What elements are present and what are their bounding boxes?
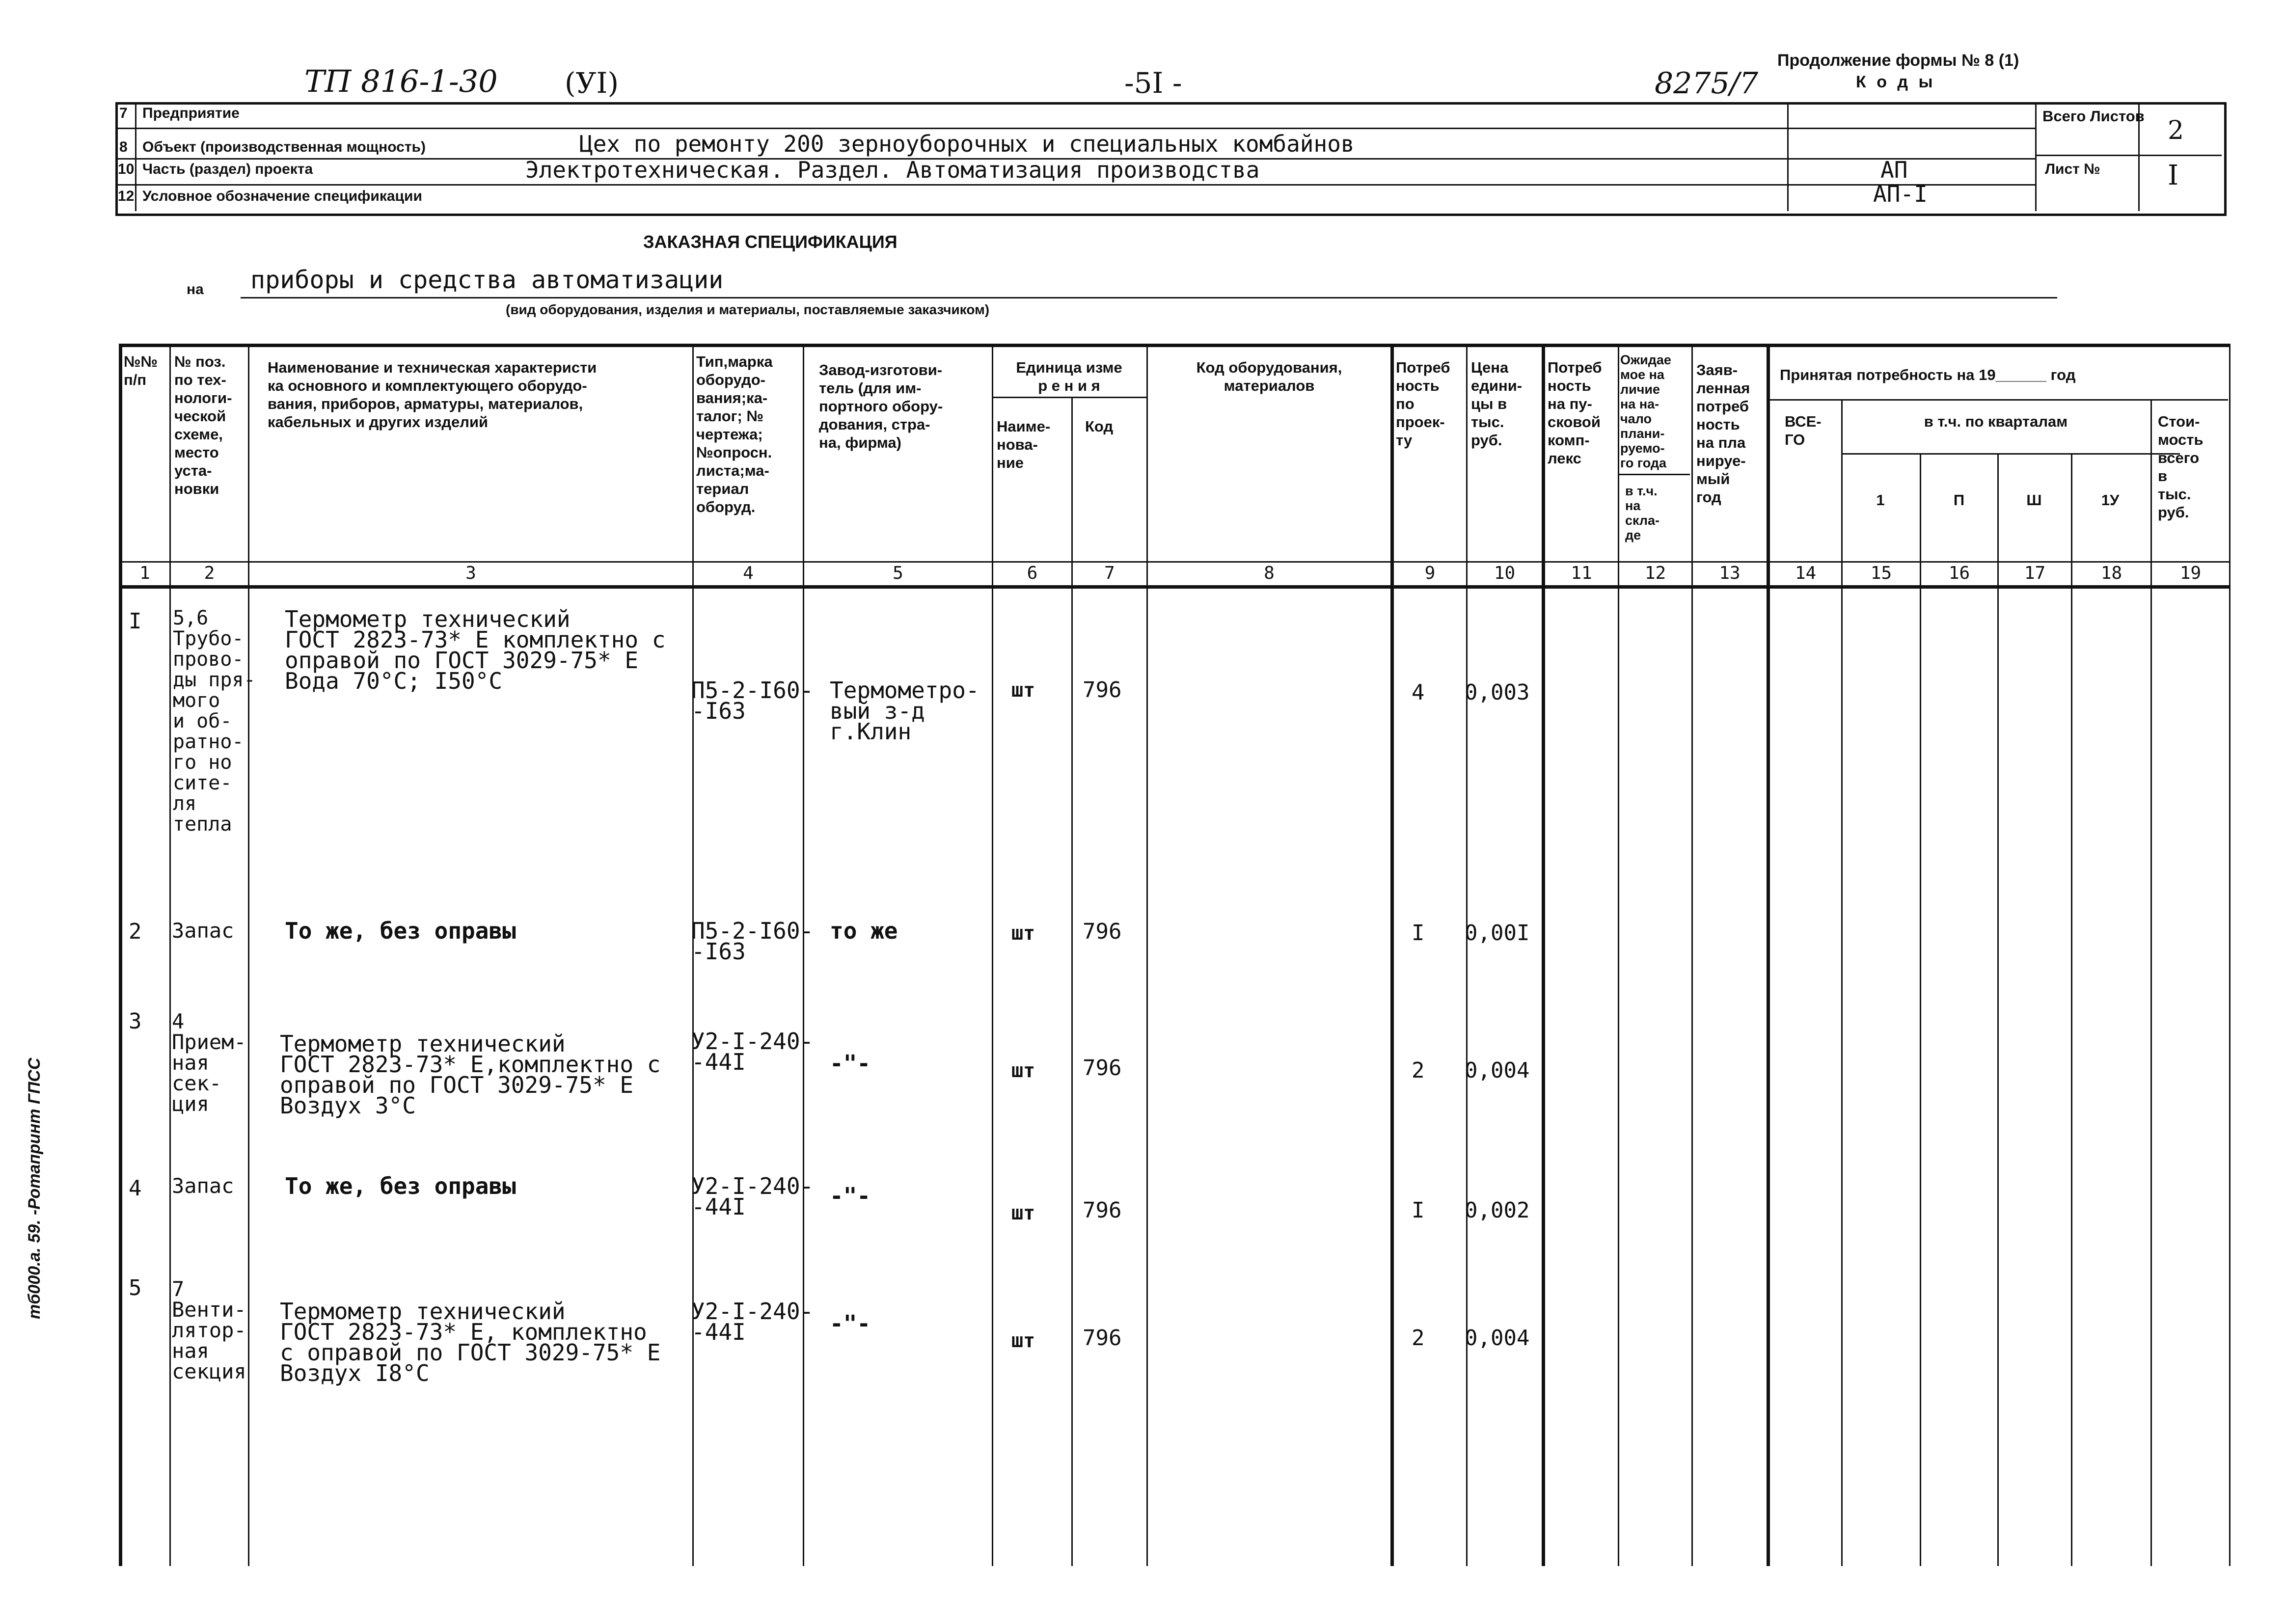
form-continuation-note: Продолжение формы № 8 (1) bbox=[1777, 51, 2019, 70]
col-header-unit: Единица изме р е н и я bbox=[1016, 359, 1122, 394]
col-header-equipment-code: Код оборудования, материалов bbox=[1196, 359, 1342, 394]
spec-title: ЗАКАЗНАЯ СПЕЦИФИКАЦИЯ bbox=[643, 232, 898, 252]
row-unit-name: шт bbox=[1011, 1202, 1035, 1224]
total-sheets-value: 2 bbox=[2168, 116, 2184, 145]
col-header-quarters: в т.ч. по кварталам bbox=[1924, 413, 2068, 430]
row-unit-code: 796 bbox=[1083, 1198, 1122, 1223]
col-number: 4 bbox=[743, 563, 754, 583]
project-part-value: Электротехническая. Раздел. Автоматизация производства bbox=[525, 157, 1260, 183]
col-number: 10 bbox=[1494, 563, 1516, 583]
row-quantity: I bbox=[1412, 1198, 1425, 1223]
col-number: 12 bbox=[1644, 563, 1666, 583]
title-row-num: 10 bbox=[118, 161, 135, 177]
row-maker: -"- bbox=[830, 1183, 871, 1209]
sheet-value: I bbox=[2168, 160, 2179, 191]
document-code: ТП 816-1-30 bbox=[304, 63, 498, 99]
row-unit-code: 796 bbox=[1083, 1326, 1122, 1351]
col-number: 8 bbox=[1264, 563, 1275, 583]
row-unit-code: 796 bbox=[1083, 677, 1122, 703]
row-quantity: 4 bbox=[1412, 680, 1425, 705]
col-header-demand-project: Потреб ность по проек- ту bbox=[1396, 359, 1450, 449]
row-maker: Термометро- вый з-д г.Клин bbox=[830, 677, 979, 745]
col-header-q1: 1 bbox=[1876, 491, 1885, 509]
row-position: Запас bbox=[172, 919, 234, 943]
row-type: У2-I-240- -44I bbox=[691, 1028, 814, 1075]
row-type: П5-2-I60- -I63 bbox=[691, 918, 814, 965]
row-unit-code: 796 bbox=[1083, 1056, 1122, 1081]
margin-stamp: тб000.а. 59. -Ротапринт ГПСС bbox=[25, 1057, 44, 1319]
title-row-num: 8 bbox=[119, 139, 128, 155]
col-number: 17 bbox=[2024, 563, 2046, 583]
col-number: 5 bbox=[893, 563, 903, 583]
row-maker: то же bbox=[830, 918, 898, 944]
col-number: 18 bbox=[2100, 563, 2122, 583]
row-maker: -"- bbox=[830, 1310, 871, 1337]
row-unit-name: шт bbox=[1011, 922, 1035, 945]
col-number: 6 bbox=[1027, 563, 1038, 583]
col-number: 15 bbox=[1870, 563, 1892, 583]
codes-label: К о д ы bbox=[1856, 73, 1936, 91]
col-header-number: №№ п/п bbox=[124, 353, 158, 388]
row-type: У2-I-240- -44I bbox=[691, 1173, 814, 1220]
row-number: 5 bbox=[129, 1275, 142, 1300]
title-row-num: 7 bbox=[119, 105, 128, 121]
row-type: У2-I-240- -44I bbox=[691, 1298, 814, 1345]
project-part-label: Часть (раздел) проекта bbox=[142, 161, 313, 177]
col-header-cost: Стои- мость всего в тыс. руб. bbox=[2158, 413, 2203, 521]
col-header-in-warehouse: в т.ч. на скла- де bbox=[1625, 484, 1660, 542]
row-maker: -"- bbox=[830, 1050, 871, 1077]
object-label: Объект (производственная мощность) bbox=[142, 139, 426, 155]
sheet-label: Лист № bbox=[2045, 161, 2100, 177]
row-number: 2 bbox=[129, 919, 142, 944]
col-header-q3: Ш bbox=[2026, 491, 2042, 509]
col-header-startup-demand: Потреб ность на пу- сковой комп- лекс bbox=[1548, 359, 1602, 467]
album-number: (УI) bbox=[565, 66, 619, 100]
spec-subject: приборы и средства автоматизации bbox=[250, 266, 724, 294]
col-header-name: Наименование и техническая характеристи ка основного и комплектующего оборудо- вания, приборов, арматуры, материалов, кабельных и других изделий bbox=[268, 359, 597, 431]
col-number: 13 bbox=[1719, 563, 1741, 583]
col-number: 9 bbox=[1424, 563, 1436, 583]
project-part-code: АП bbox=[1880, 157, 1908, 183]
spec-designation-code: АП-I bbox=[1873, 181, 1928, 207]
col-header-q2: П bbox=[1953, 491, 1965, 509]
row-unit-name: шт bbox=[1011, 1329, 1035, 1352]
col-number: 19 bbox=[2179, 563, 2202, 583]
row-name: То же, без оправы bbox=[285, 918, 516, 944]
title-row-num: 12 bbox=[118, 188, 135, 204]
col-number: 11 bbox=[1571, 563, 1592, 583]
row-price: 0,00I bbox=[1465, 920, 1530, 946]
spec-on-label: на bbox=[187, 281, 204, 298]
row-unit-name: шт bbox=[1011, 1059, 1035, 1082]
col-number: 16 bbox=[1948, 563, 1970, 583]
row-unit-code: 796 bbox=[1083, 919, 1122, 944]
col-header-maker: Завод-изготови- тель (для им- портного обору- дования, стра- на, фирма) bbox=[819, 361, 943, 451]
spec-designation-label: Условное обозначение спецификации bbox=[142, 188, 422, 204]
col-header-q4: 1У bbox=[2101, 491, 2120, 509]
col-header-accepted-demand: Принятая потребность на 19______ год bbox=[1780, 366, 2076, 383]
row-position: 5,6 Трубо- прово- ды пря- мого и об- ратно- го но сите- ля тепла bbox=[173, 607, 256, 836]
row-position: 4 Прием- ная сек- ция bbox=[172, 1009, 246, 1116]
col-header-expected-stock: Ожидае мое на личие на на- чало плани- руемо- го года bbox=[1620, 352, 1671, 470]
row-name: Термометр технический ГОСТ 2823-73* Е,комплектно с оправой по ГОСТ 3029-75* Е Воздух 3°С bbox=[280, 1030, 661, 1119]
col-number: 3 bbox=[465, 563, 476, 583]
page-number: -5I - bbox=[1124, 66, 1182, 100]
enterprise-label: Предприятие bbox=[142, 105, 240, 121]
row-price: 0,003 bbox=[1465, 680, 1530, 705]
row-price: 0,004 bbox=[1465, 1058, 1530, 1083]
col-number: 1 bbox=[139, 563, 150, 583]
col-header-total: ВСЕ- ГО bbox=[1785, 413, 1822, 448]
row-number: 4 bbox=[129, 1176, 142, 1201]
col-header-declared-demand: Заяв- ленная потреб ность на пла нируе- мый год bbox=[1696, 361, 1750, 506]
col-header-position: № поз. по тех- нологи- ческой схеме, место уста- новки bbox=[174, 353, 232, 497]
row-quantity: I bbox=[1412, 920, 1425, 946]
row-unit-name: шт bbox=[1011, 679, 1035, 702]
inventory-number: 8275/7 bbox=[1655, 66, 1759, 101]
total-sheets-label: Всего Листов bbox=[2042, 108, 2145, 125]
col-header-unit-name: Наиме- нова- ние bbox=[997, 418, 1051, 471]
row-position: 7 Венти- лятор- ная секция bbox=[172, 1277, 246, 1383]
row-name: Термометр технический ГОСТ 2823-73* Е комплектно с оправой по ГОСТ 3029-75* Е Вода 70°С; I50°С bbox=[285, 606, 666, 694]
col-number: 2 bbox=[204, 563, 215, 583]
row-price: 0,004 bbox=[1465, 1326, 1530, 1351]
row-type: П5-2-I60- -I63 bbox=[691, 677, 814, 724]
col-header-unit-code: Код bbox=[1085, 418, 1114, 435]
spec-subject-note: (вид оборудования, изделия и материалы, поставляемые заказчиком) bbox=[506, 302, 990, 317]
col-header-unit-price: Цена едини- цы в тыс. руб. bbox=[1471, 359, 1523, 449]
row-position: Запас bbox=[172, 1174, 234, 1198]
row-quantity: 2 bbox=[1412, 1326, 1425, 1351]
row-quantity: 2 bbox=[1412, 1058, 1425, 1083]
row-number: 3 bbox=[129, 1009, 142, 1034]
row-name: Термометр технический ГОСТ 2823-73* Е, комплектно с оправой по ГОСТ 3029-75* Е Воздух I8°С bbox=[280, 1298, 661, 1386]
row-price: 0,002 bbox=[1465, 1198, 1530, 1223]
object-value: Цех по ремонту 200 зерноуборочных и специальных комбайнов bbox=[579, 131, 1355, 157]
col-header-type: Тип,марка оборудо- вания;ка- талог; № чертежа; №опросн. листа;ма- териал оборуд. bbox=[696, 353, 773, 515]
col-number: 7 bbox=[1104, 563, 1115, 583]
col-number: 14 bbox=[1795, 563, 1817, 583]
row-name: То же, без оправы bbox=[285, 1173, 516, 1199]
row-number: I bbox=[129, 609, 142, 634]
